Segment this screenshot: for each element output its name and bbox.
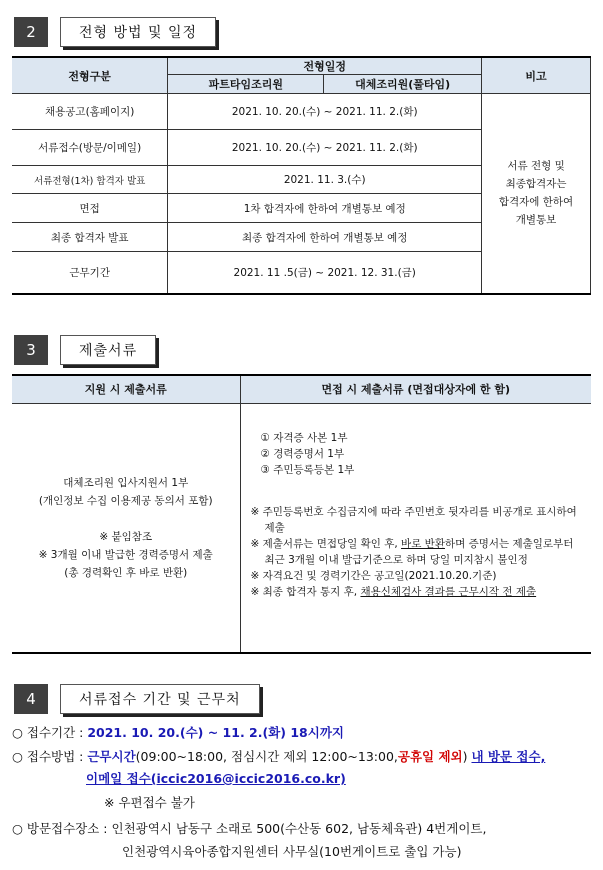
interview-notes bbox=[251, 504, 584, 600]
row-label: 서류접수(방문/이메일) bbox=[12, 130, 168, 166]
holiday-excluded: 공휴일 제외 bbox=[397, 749, 463, 764]
row-label: 채용공고(홈페이지) bbox=[12, 94, 168, 130]
header-note: 비고 bbox=[482, 57, 591, 94]
note-underlined: 채용신체검사 결과를 근무시작 전 제출 bbox=[360, 585, 537, 598]
note-text: ※ 최종 합격자 통지 후, bbox=[250, 585, 361, 598]
note-line: 개별통보 bbox=[515, 214, 557, 227]
method-label: ○ 접수방법 : bbox=[12, 749, 88, 764]
apply-doc-line: (총 경력확인 후 바로 반환) bbox=[64, 566, 188, 579]
section3-title: 제출서류 bbox=[60, 335, 156, 365]
row-label: 최종 합격자 발표 bbox=[12, 223, 168, 252]
row-value: 2021. 10. 20.(수) ~ 2021. 11. 2.(화) bbox=[168, 130, 482, 166]
interview-doc-list bbox=[251, 430, 584, 478]
method-hours: 근무시간 bbox=[87, 749, 136, 764]
header-schedule: 전형일정 bbox=[168, 57, 482, 75]
section3-header bbox=[14, 335, 156, 365]
place-line bbox=[12, 818, 486, 840]
note-cell bbox=[482, 94, 591, 294]
row-value: 2021. 11 .5(금) ~ 2021. 12. 31.(금) bbox=[168, 252, 482, 294]
section4-header bbox=[14, 684, 260, 714]
section2-title: 전형 방법 및 일정 bbox=[60, 17, 216, 47]
apply-doc-line: (개인정보 수집 이용제공 동의서 포함) bbox=[38, 494, 213, 507]
table-row bbox=[12, 94, 591, 130]
email-submission-link[interactable]: 이메일 접수(iccic2016@iccic2016.co.kr) bbox=[86, 771, 346, 786]
row-value: 2021. 10. 20.(수) ~ 2021. 11. 2.(화) bbox=[168, 94, 482, 130]
header-apply-docs: 지원 시 제출서류 bbox=[12, 375, 240, 403]
row-value: 1차 합격자에 한하여 개별통보 예정 bbox=[168, 194, 482, 223]
row-label: 면접 bbox=[12, 194, 168, 223]
period-line bbox=[12, 722, 344, 744]
note-line: 합격자에 한하여 bbox=[498, 196, 574, 209]
interview-docs-cell bbox=[240, 403, 591, 653]
note-line: 최종합격자는 bbox=[505, 178, 567, 191]
period-label: ○ 접수기간 : bbox=[12, 725, 88, 740]
note-text: 하며 증명서는 제출일로부터 최근 3개월 이내 발급기준으로 하며 당일 미지참시 불인정 bbox=[264, 537, 574, 566]
place-address-1: 인천광역시 남동구 소래로 500(수산동 602, 남동체육관) 4번게이트, bbox=[111, 821, 487, 836]
apply-doc-line: ※ 붙임참조 bbox=[99, 530, 153, 543]
section4-number: 4 bbox=[14, 684, 48, 714]
row-label: 서류전형(1차) 합격자 발표 bbox=[12, 166, 168, 194]
apply-doc-line: ※ 3개월 이내 발급한 경력증명서 제출 bbox=[38, 548, 213, 561]
place-address-2: 인천광역시육아종합지원센터 사무실(10번게이트로 출입 가능) bbox=[122, 844, 462, 859]
method-hours-detail: (09:00~18:00, 점심시간 제외 12:00~13:00, bbox=[135, 749, 398, 764]
documents-table bbox=[12, 374, 591, 654]
method-line bbox=[12, 746, 592, 768]
method-paren: ) bbox=[462, 749, 472, 764]
apply-doc-line: 대체조리원 입사지원서 1부 bbox=[63, 476, 189, 489]
section3-number: 3 bbox=[14, 335, 48, 365]
row-value: 2021. 11. 3.(수) bbox=[168, 166, 482, 194]
note-line: 서류 전형 및 bbox=[507, 160, 565, 173]
note-item bbox=[251, 536, 584, 568]
visit-submission: 내 방문 접수, bbox=[471, 749, 546, 764]
schedule-table bbox=[12, 56, 591, 295]
no-post-line: ※ 우편접수 불가 bbox=[104, 795, 195, 810]
header-category: 전형구분 bbox=[12, 57, 168, 94]
email-line bbox=[86, 768, 346, 790]
section2-number: 2 bbox=[14, 17, 48, 47]
header-substitute: 대체조리원(풀타임) bbox=[324, 75, 482, 94]
note-item: ※ 자격요건 및 경력기간은 공고일(2021.10.20.기준) bbox=[250, 569, 497, 582]
list-item: ② 경력증명서 1부 bbox=[260, 447, 345, 460]
row-value: 최종 합격자에 한하여 개별통보 예정 bbox=[168, 223, 482, 252]
header-interview-docs: 면접 시 제출서류 (면접대상자에 한 함) bbox=[240, 375, 591, 403]
list-item: ③ 주민등록등본 1부 bbox=[260, 463, 355, 476]
note-item bbox=[251, 584, 584, 600]
place-label: ○ 방문접수장소 : bbox=[12, 821, 112, 836]
period-value: 2021. 10. 20.(수) ~ 11. 2.(화) 18시까지 bbox=[87, 725, 344, 740]
apply-docs-cell bbox=[12, 403, 240, 653]
row-label: 근무기간 bbox=[12, 252, 168, 294]
list-item: ① 자격증 사본 1부 bbox=[260, 431, 348, 444]
note-item: ※ 주민등록번호 수집금지에 따라 주민번호 뒷자리를 비공개로 표시하여 제출 bbox=[250, 505, 577, 534]
note-underlined: 바로 반환 bbox=[401, 537, 445, 550]
section4-title: 서류접수 기간 및 근무처 bbox=[60, 684, 260, 714]
section2-header bbox=[14, 17, 216, 47]
note-text: ※ 제출서류는 면접당일 확인 후, bbox=[250, 537, 402, 550]
header-parttime: 파트타임조리원 bbox=[168, 75, 324, 94]
